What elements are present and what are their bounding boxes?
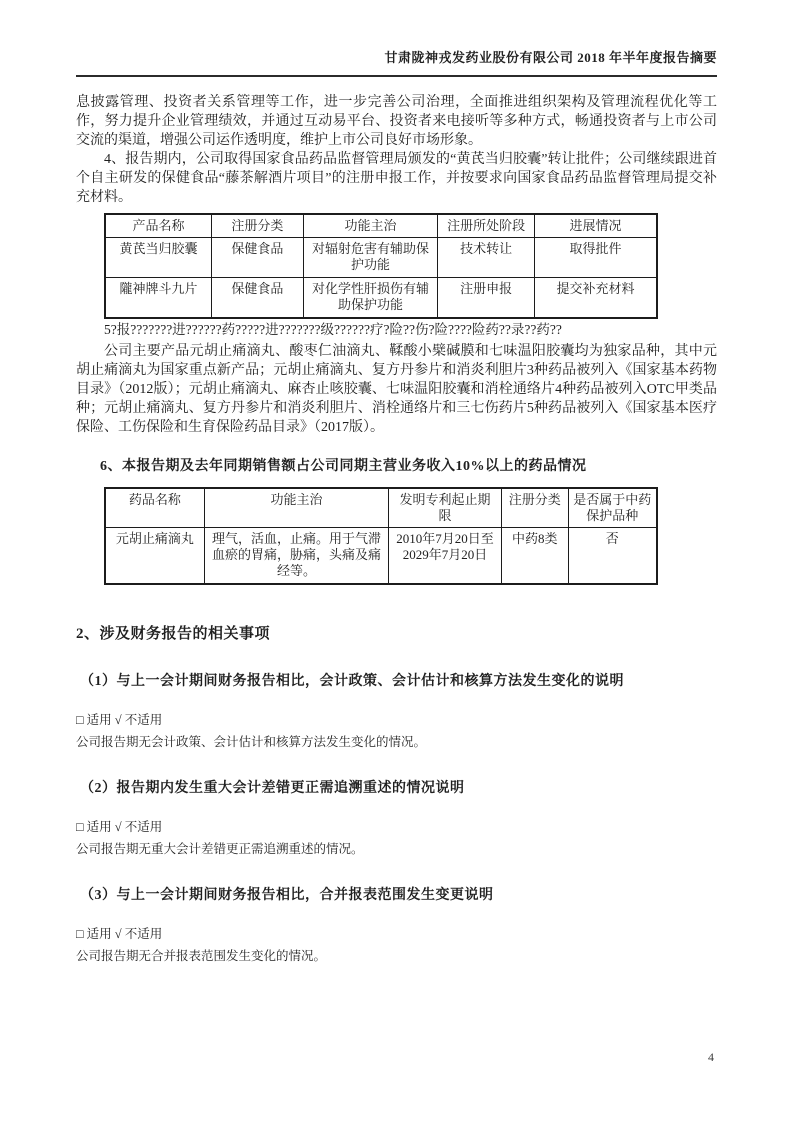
running-header: 甘肃陇神戎发药业股份有限公司 2018 年半年度报告摘要 bbox=[76, 47, 717, 77]
column-header: 发明专利起止期限 bbox=[389, 488, 502, 528]
column-header: 是否属于中药保护品种 bbox=[568, 488, 657, 528]
page-number: 4 bbox=[708, 1050, 714, 1064]
column-header: 注册所处阶段 bbox=[438, 214, 535, 238]
finance-item-body: 公司报告期无会计政策、会计估计和核算方法发生变化的情况。 bbox=[76, 735, 427, 749]
table-cell: 2010年7月20日至2029年7月20日 bbox=[389, 528, 502, 585]
table-row bbox=[105, 528, 657, 585]
section6-heading: 6、本报告期及去年同期销售额占公司同期主营业务收入10%以上的药品情况 bbox=[100, 459, 587, 474]
table-cell: 黄芪当归胶囊 bbox=[105, 238, 212, 278]
table-cell: 中药8类 bbox=[501, 528, 568, 585]
table-header-row bbox=[105, 488, 657, 528]
column-header: 注册分类 bbox=[212, 214, 304, 238]
product-registration-table bbox=[104, 213, 658, 319]
paragraph-main-products: 公司主要产品元胡止痛滴丸、酸枣仁油滴丸、鞣酸小檗碱膜和七味温阳胶囊均为独家品种，其中元胡止痛滴丸为国家重点新产品；元胡止痛滴丸、复方丹参片和消炎利胆片3种药品被列入《国家基本药物目录》（2012版）；元胡止痛滴丸、麻杏止咳胶囊、七味温阳胶囊和消栓通络片4种药品被列入OTC甲类品种；元胡止痛滴丸、复方丹参片和消炎利胆片、消栓通络片和三七伤药片5种药品被列入《国家基本医疗保险、工伤保险和生育保险药品目录》（2017版）。 bbox=[76, 344, 717, 435]
column-header: 功能主治 bbox=[204, 488, 388, 528]
table-header-row bbox=[105, 214, 657, 238]
table-cell: 隴神牌斗九片 bbox=[105, 278, 212, 319]
column-header: 进展情况 bbox=[534, 214, 657, 238]
table-cell: 取得批件 bbox=[534, 238, 657, 278]
applicability-line: □ 适用 √ 不适用 bbox=[76, 927, 163, 941]
finance-section-title: 2、涉及财务报告的相关事项 bbox=[76, 626, 271, 642]
finance-item-body: 公司报告期无重大会计差错更正需追溯重述的情况。 bbox=[76, 842, 364, 856]
paragraph-governance: 息披露管理、投资者关系管理等工作，进一步完善公司治理，全面推进组织架构及管理流程优化等工作，努力提升企业管理绩效，并通过互动易平台、投资者来电接听等多种方式，畅通投资者与上市公司交流的渠道，增强公司运作透明度，维护上市公司良好市场形象。 bbox=[76, 95, 717, 148]
page-body bbox=[76, 93, 717, 964]
finance-item-3 bbox=[76, 884, 717, 964]
table-cell: 注册申报 bbox=[438, 278, 535, 319]
finance-item-body: 公司报告期无合并报表范围发生变化的情况。 bbox=[76, 949, 327, 963]
table-row bbox=[105, 238, 657, 278]
finance-item-heading: （3）与上一会计期间财务报告相比，合并报表范围发生变更说明 bbox=[80, 888, 494, 903]
finance-item-1 bbox=[76, 670, 717, 750]
table-cell: 对化学性肝损伤有辅助保护功能 bbox=[303, 278, 438, 319]
table-cell: 保健食品 bbox=[212, 278, 304, 319]
table-cell: 对辐射危害有辅助保护功能 bbox=[303, 238, 438, 278]
column-header: 注册分类 bbox=[501, 488, 568, 528]
major-drug-table bbox=[104, 487, 658, 585]
table-cell: 理气，活血，止痛。用于气滞血瘀的胃痛，胁痛，头痛及痛经等。 bbox=[204, 528, 388, 585]
paragraph-item4: 4、报告期内，公司取得国家食品药品监督管理局颁发的“黄芪当归胶囊”转让批件；公司继续跟进首个自主研发的保健食品“藤茶解酒片项目”的注册申报工作，并按要求向国家食品药品监督管理局提交补充材料。 bbox=[76, 152, 717, 205]
column-header: 药品名称 bbox=[105, 488, 204, 528]
table-cell: 保健食品 bbox=[212, 238, 304, 278]
table-cell: 元胡止痛滴丸 bbox=[105, 528, 204, 585]
finance-item-heading: （1）与上一会计期间财务报告相比，会计政策、会计估计和核算方法发生变化的说明 bbox=[80, 674, 624, 689]
column-header: 产品名称 bbox=[105, 214, 212, 238]
column-header: 功能主治 bbox=[303, 214, 438, 238]
applicability-line: □ 适用 √ 不适用 bbox=[76, 820, 163, 834]
table-row bbox=[105, 278, 657, 319]
table-cell: 否 bbox=[568, 528, 657, 585]
finance-item-2 bbox=[76, 777, 717, 857]
applicability-line: □ 适用 √ 不适用 bbox=[76, 713, 163, 727]
garbled-text-line: 5?报???????进??????药?????进???????级??????疗?险??伤?险????险药??录??药?? bbox=[104, 322, 562, 337]
table-cell: 技术转让 bbox=[438, 238, 535, 278]
table-cell: 提交补充材料 bbox=[534, 278, 657, 319]
finance-item-heading: （2）报告期内发生重大会计差错更正需追溯重述的情况说明 bbox=[80, 781, 465, 796]
